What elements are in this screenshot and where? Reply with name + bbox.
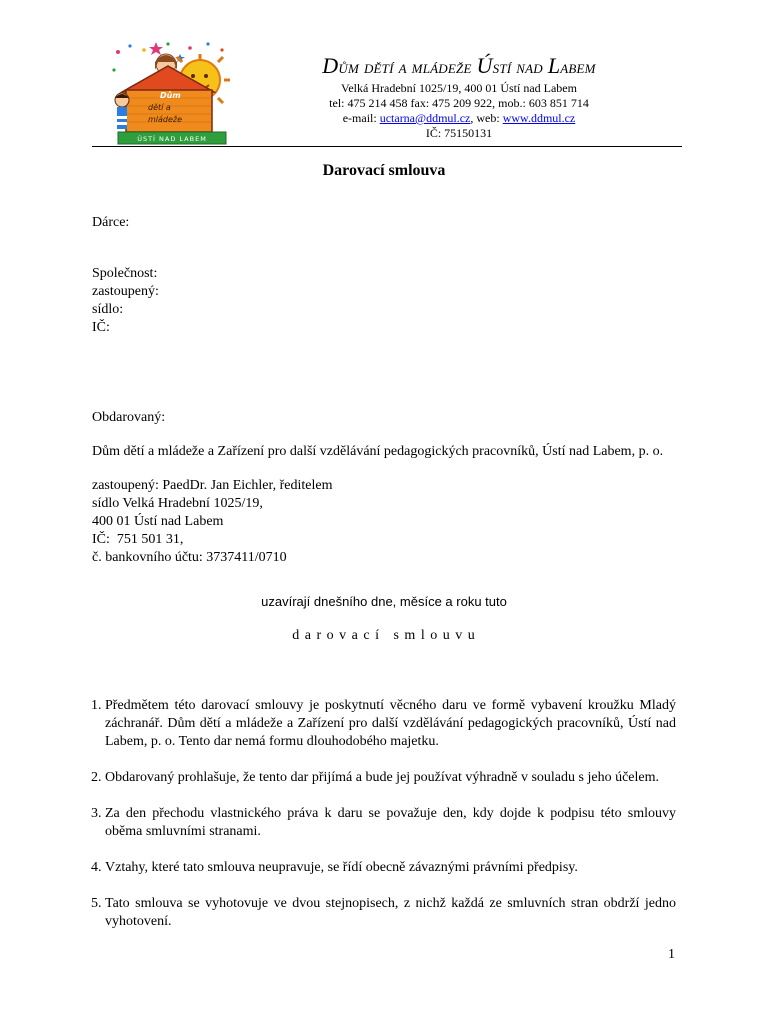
logo-text-2: dětí a <box>148 103 171 112</box>
recipient-label: Obdarovaný: <box>92 410 166 425</box>
page-number: 1 <box>668 947 675 962</box>
header-divider <box>92 146 682 147</box>
web-link[interactable]: www.ddmul.cz <box>502 111 576 125</box>
logo-text-1: Dům <box>160 91 181 100</box>
org-title-part-3: abem <box>560 57 596 78</box>
web-label: , web: <box>470 111 503 125</box>
logo-banner-text: ÚSTÍ NAD LABEM <box>137 135 207 143</box>
logo-banner <box>118 132 226 144</box>
clause-text: Předmětem této darovací smlouvy je poskytnutí věcného daru ve formě vybavení kroužku Mladý záchranář. Dům dětí a mládeže a Zařízení pro další vzdělávání pedagogických pracovníků, Ústí nad Labem, p. o. Tento dar nemá formu dlouhodobého majetku. <box>105 698 676 749</box>
clause-number: 5. <box>91 896 102 911</box>
donor-ic-field: IČ: <box>92 320 110 335</box>
clause-text: Za den přechodu vlastnického práva k daru se považuje den, kdy dojde k podpisu této smlouvy oběma smluvními stranami. <box>105 806 676 839</box>
recipient-seat: sídlo Velká Hradební 1025/19, <box>92 496 263 511</box>
donor-seat-field: sídlo: <box>92 302 124 317</box>
clause-item <box>92 769 676 787</box>
document-title: Darovací smlouva <box>322 162 446 179</box>
donor-label: Dárce: <box>92 215 130 230</box>
organization-title <box>236 54 682 80</box>
clause-text: Tato smlouva se vyhotovuje ve dvou stejnopisech, z nichž každá ze smluvních stran obdrží jedno vyhotovení. <box>105 896 676 929</box>
clause-text: Obdarovaný prohlašuje, že tento dar přijímá a bude jej používat výhradně v souladu s jeho účelem. <box>105 770 659 785</box>
org-title-initial-2: Ú <box>476 53 493 78</box>
conclude-line: uzavírají dnešního dne, měsíce a roku tuto <box>261 594 507 609</box>
org-title-part-2: stí nad <box>492 57 548 78</box>
clause-item <box>92 697 676 751</box>
org-title-initial-1: D <box>322 53 339 78</box>
logo-text-3: mládeže <box>148 115 183 124</box>
donor-fields <box>92 265 159 337</box>
recipient-city: 400 01 Ústí nad Labem <box>92 514 224 529</box>
clause-number: 1. <box>91 698 102 713</box>
donor-company-field: Společnost: <box>92 266 158 281</box>
recipient-ic: IČ: 751 501 31, <box>92 532 184 547</box>
clause-number: 4. <box>91 860 102 875</box>
address-line: Velká Hradební 1025/19, 400 01 Ústí nad Labem <box>341 81 577 95</box>
clause-number: 2. <box>91 770 102 785</box>
contract-heading-spaced: d a r o v a c í s m l o u v u <box>292 628 476 643</box>
clause-number: 3. <box>91 806 102 821</box>
ic-line: IČ: 75150131 <box>425 126 493 140</box>
org-title-initial-3: L <box>547 53 561 78</box>
boy-drawing <box>115 93 129 129</box>
letterhead <box>236 54 682 141</box>
org-title-part-1: ům dětí a mládeže <box>338 57 477 78</box>
recipient-representative: zastoupený: PaedDr. Jan Eichler, ředitelem <box>92 478 333 493</box>
clause-text: Vztahy, které tato smlouva neupravuje, se řídí obecně závaznými právními předpisy. <box>105 860 578 875</box>
recipient-bank-account: č. bankovního účtu: 3737411/0710 <box>92 550 287 565</box>
donor-representative-field: zastoupený: <box>92 284 159 299</box>
email-link[interactable]: uctarna@ddmul.cz <box>379 111 471 125</box>
email-label: e-mail: <box>342 111 380 125</box>
ddm-logo <box>108 40 234 146</box>
clause-item <box>92 895 676 931</box>
clause-item <box>92 805 676 841</box>
clause-item <box>92 859 676 877</box>
contact-line <box>236 111 682 126</box>
clauses-list <box>92 697 676 931</box>
recipient-details <box>92 477 332 567</box>
phone-line: tel: 475 214 458 fax: 475 209 922, mob.: 603 851 714 <box>329 96 589 110</box>
recipient-name: Dům dětí a mládeže a Zařízení pro další vzdělávání pedagogických pracovníků, Ústí nad Labem, p. o. <box>92 444 664 459</box>
